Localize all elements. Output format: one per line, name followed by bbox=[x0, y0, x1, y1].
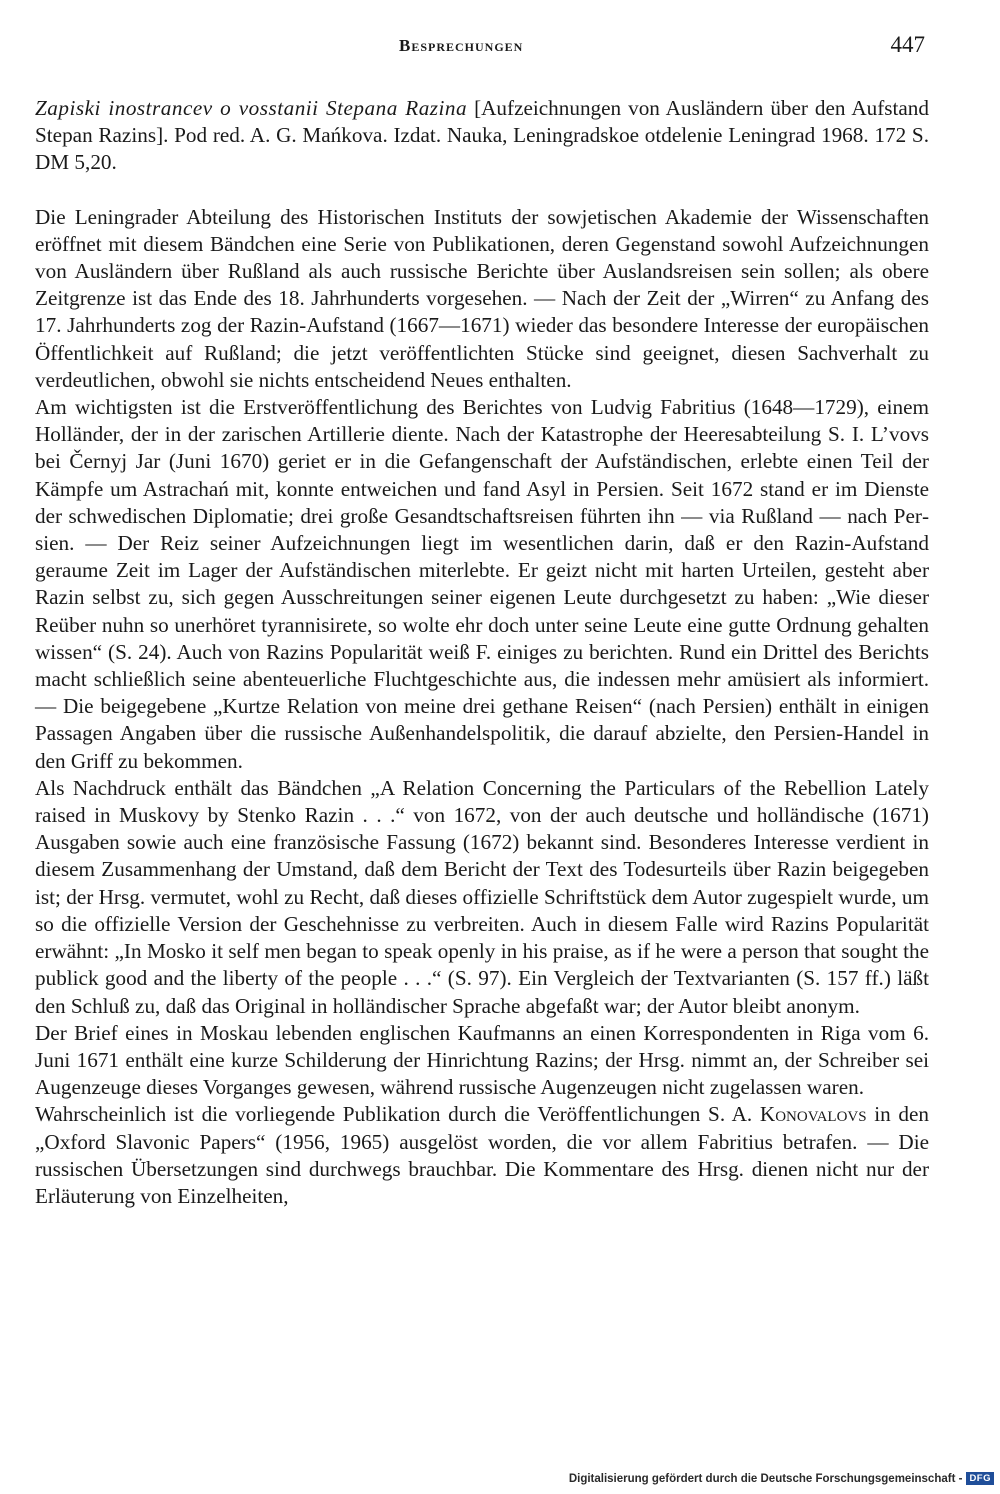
paragraph-4: Der Brief eines in Moskau lebenden englischen Kaufmanns an einen Korrespondenten in Riga vom 6. Juni 1671 enthält eine kurze Schilderung der Hinrichtung Razins; der Hrsg. nimmt an, der Schreiber sei Augenzeuge dieses Vorganges gewesen, während russische Augenzeugen nicht zugelassen waren. bbox=[35, 1020, 929, 1100]
digitization-footer bbox=[569, 1472, 994, 1485]
running-head: Besprechungen bbox=[399, 36, 524, 55]
page-header bbox=[0, 32, 1000, 66]
paragraph-2: Am wichtigsten ist die Erstveröffentlichung des Berichtes von Ludvig Fabritius (1648—1729), einem Holländer, der in der zarischen Artillerie diente. Nach der Katastrophe der Heeresabteilung S. I. L’vovs bei Černyj Jar (Juni 1670) geriet er in die Gefangenschaft der Aufständischen, erlebte einen Teil der Kämpfe um Astrachań mit, konnte entweichen und fand Asyl in Persien. Seit 1672 stand er im Dienste der schwedischen Diplomatie; drei große Gesandtschaftsreisen führten ihn — via Rußland — nach Persien. — Der Reiz seiner Aufzeichnungen liegt im wesentlichen darin, daß er den Razin-Aufstand geraume Zeit im Lager der Aufständischen miterlebte. Er geizt nicht mit harten Urteilen, gesteht aber Razin selbst zu, sich gegen Ausschreitungen seiner eigenen Leute durchgesetzt zu haben: „Wie dieser Reüber nuhn so unerhöret tyrannisirete, so wolte ehr doch unter seine Leute eine gutte Ordnung gehalten wissen“ (S. 24). Auch von Razins Popularität weiß F. einiges zu berichten. Rund ein Drittel des Berichts macht schließlich seine abenteuerliche Fluchtgeschichte aus, die indessen mehr amüsiert als informiert. — Die beigegebene „Kurtze Relation von meine drei gethane Reisen“ (nach Persien) enthält in einigen Passagen Angaben über die russische Außenhandelspolitik, die darauf abzielte, den Persien-Handel in den Griff zu bekommen. bbox=[35, 395, 929, 773]
paragraph-3: Als Nachdruck enthält das Bändchen „A Relation Concerning the Particulars of the Rebellion Lately raised in Muskovy by Stenko Razin . . .“ von 1672, von der auch deutsche und holländische (1671) Ausgaben sowie auch eine französische Fassung (1672) bekannt sind. Besonderes Interesse verdient in diesem Zusammenhang der Umstand, daß dem Bericht der Text des Todesurteils über Razin beigegeben ist; der Hrsg. vermutet, wohl zu Recht, daß dieses offizielle Schriftstück dem Autor zugespielt wurde, um so die offizielle Version der Geschehnisse zu verbreiten. Auch in diesem Falle wird Razins Popularität erwähnt: „In Mosko it self men began to speak openly in his praise, as if he were a person that sought the publick good and the liberty of the people . . .“ (S. 97). Ein Vergleich der Textvarianten (S. 157 ff.) läßt den Schluß zu, daß das Original in holländischer Sprache abgefaßt war; der Autor bleibt anonym. bbox=[35, 775, 929, 1018]
page-number: 447 bbox=[890, 32, 925, 57]
footer-text: Digitalisierung gefördert durch die Deutsche Forschungsgemeinschaft - bbox=[568, 1472, 963, 1485]
paragraph-5-end: in den „Oxford Slavonic Papers“ (1956, 1965) ausgelöst worden, die vor allem Fabritius betrafen. — Die russischen Übersetzungen sind durchwegs brauchbar. Die Kommentare des Hrsg. dienen nicht nur der Erläuterung von Einzelheiten, bbox=[35, 1102, 930, 1208]
paragraph-1: Die Leningrader Abteilung des Historischen Instituts der sowjetischen Akademie der Wissenschaften eröffnet mit diesem Bändchen eine Serie von Publikationen, deren Gegenstand sowohl Aufzeichnungen von Ausländern über Rußland als auch russische Berichte über Auslandsreisen sein sollen; als obere Zeitgrenze ist das Ende des 18. Jahrhunderts vorgesehen. — Nach der Zeit der „Wirren“ zu Anfang des 17. Jahrhunderts zog der Razin-Aufstand (1667—1671) wieder das besondere Interesse der europäischen Öffentlichkeit auf Rußland; die jetzt veröffentlichten Stücke sind geeignet, diesen Sachverhalt zu verdeutlichen, obwohl sie nichts entscheidend Neues enthalten. bbox=[35, 204, 929, 392]
citation-details: [Aufzeichnungen von Ausländern über den Aufstand Stepan Razins]. Pod red. A. G. Mańkova. Izdat. Nauka, Leningradskoe otdelenie Leningrad 1968. 172 S. DM 5,20. bbox=[35, 96, 929, 175]
book-citation bbox=[35, 95, 929, 177]
dfg-logo: DFG bbox=[966, 1472, 994, 1485]
review-body bbox=[35, 95, 929, 1210]
author-name: Konovalovs bbox=[759, 1102, 867, 1127]
paragraph-5 bbox=[35, 1101, 929, 1210]
book-title: Zapiski inostrancev o vosstanii Stepana Razina bbox=[35, 96, 468, 120]
paragraph-5-start: Wahrscheinlich ist die vorliegende Publikation durch die Veröffentlichungen S. A. bbox=[35, 1102, 753, 1127]
